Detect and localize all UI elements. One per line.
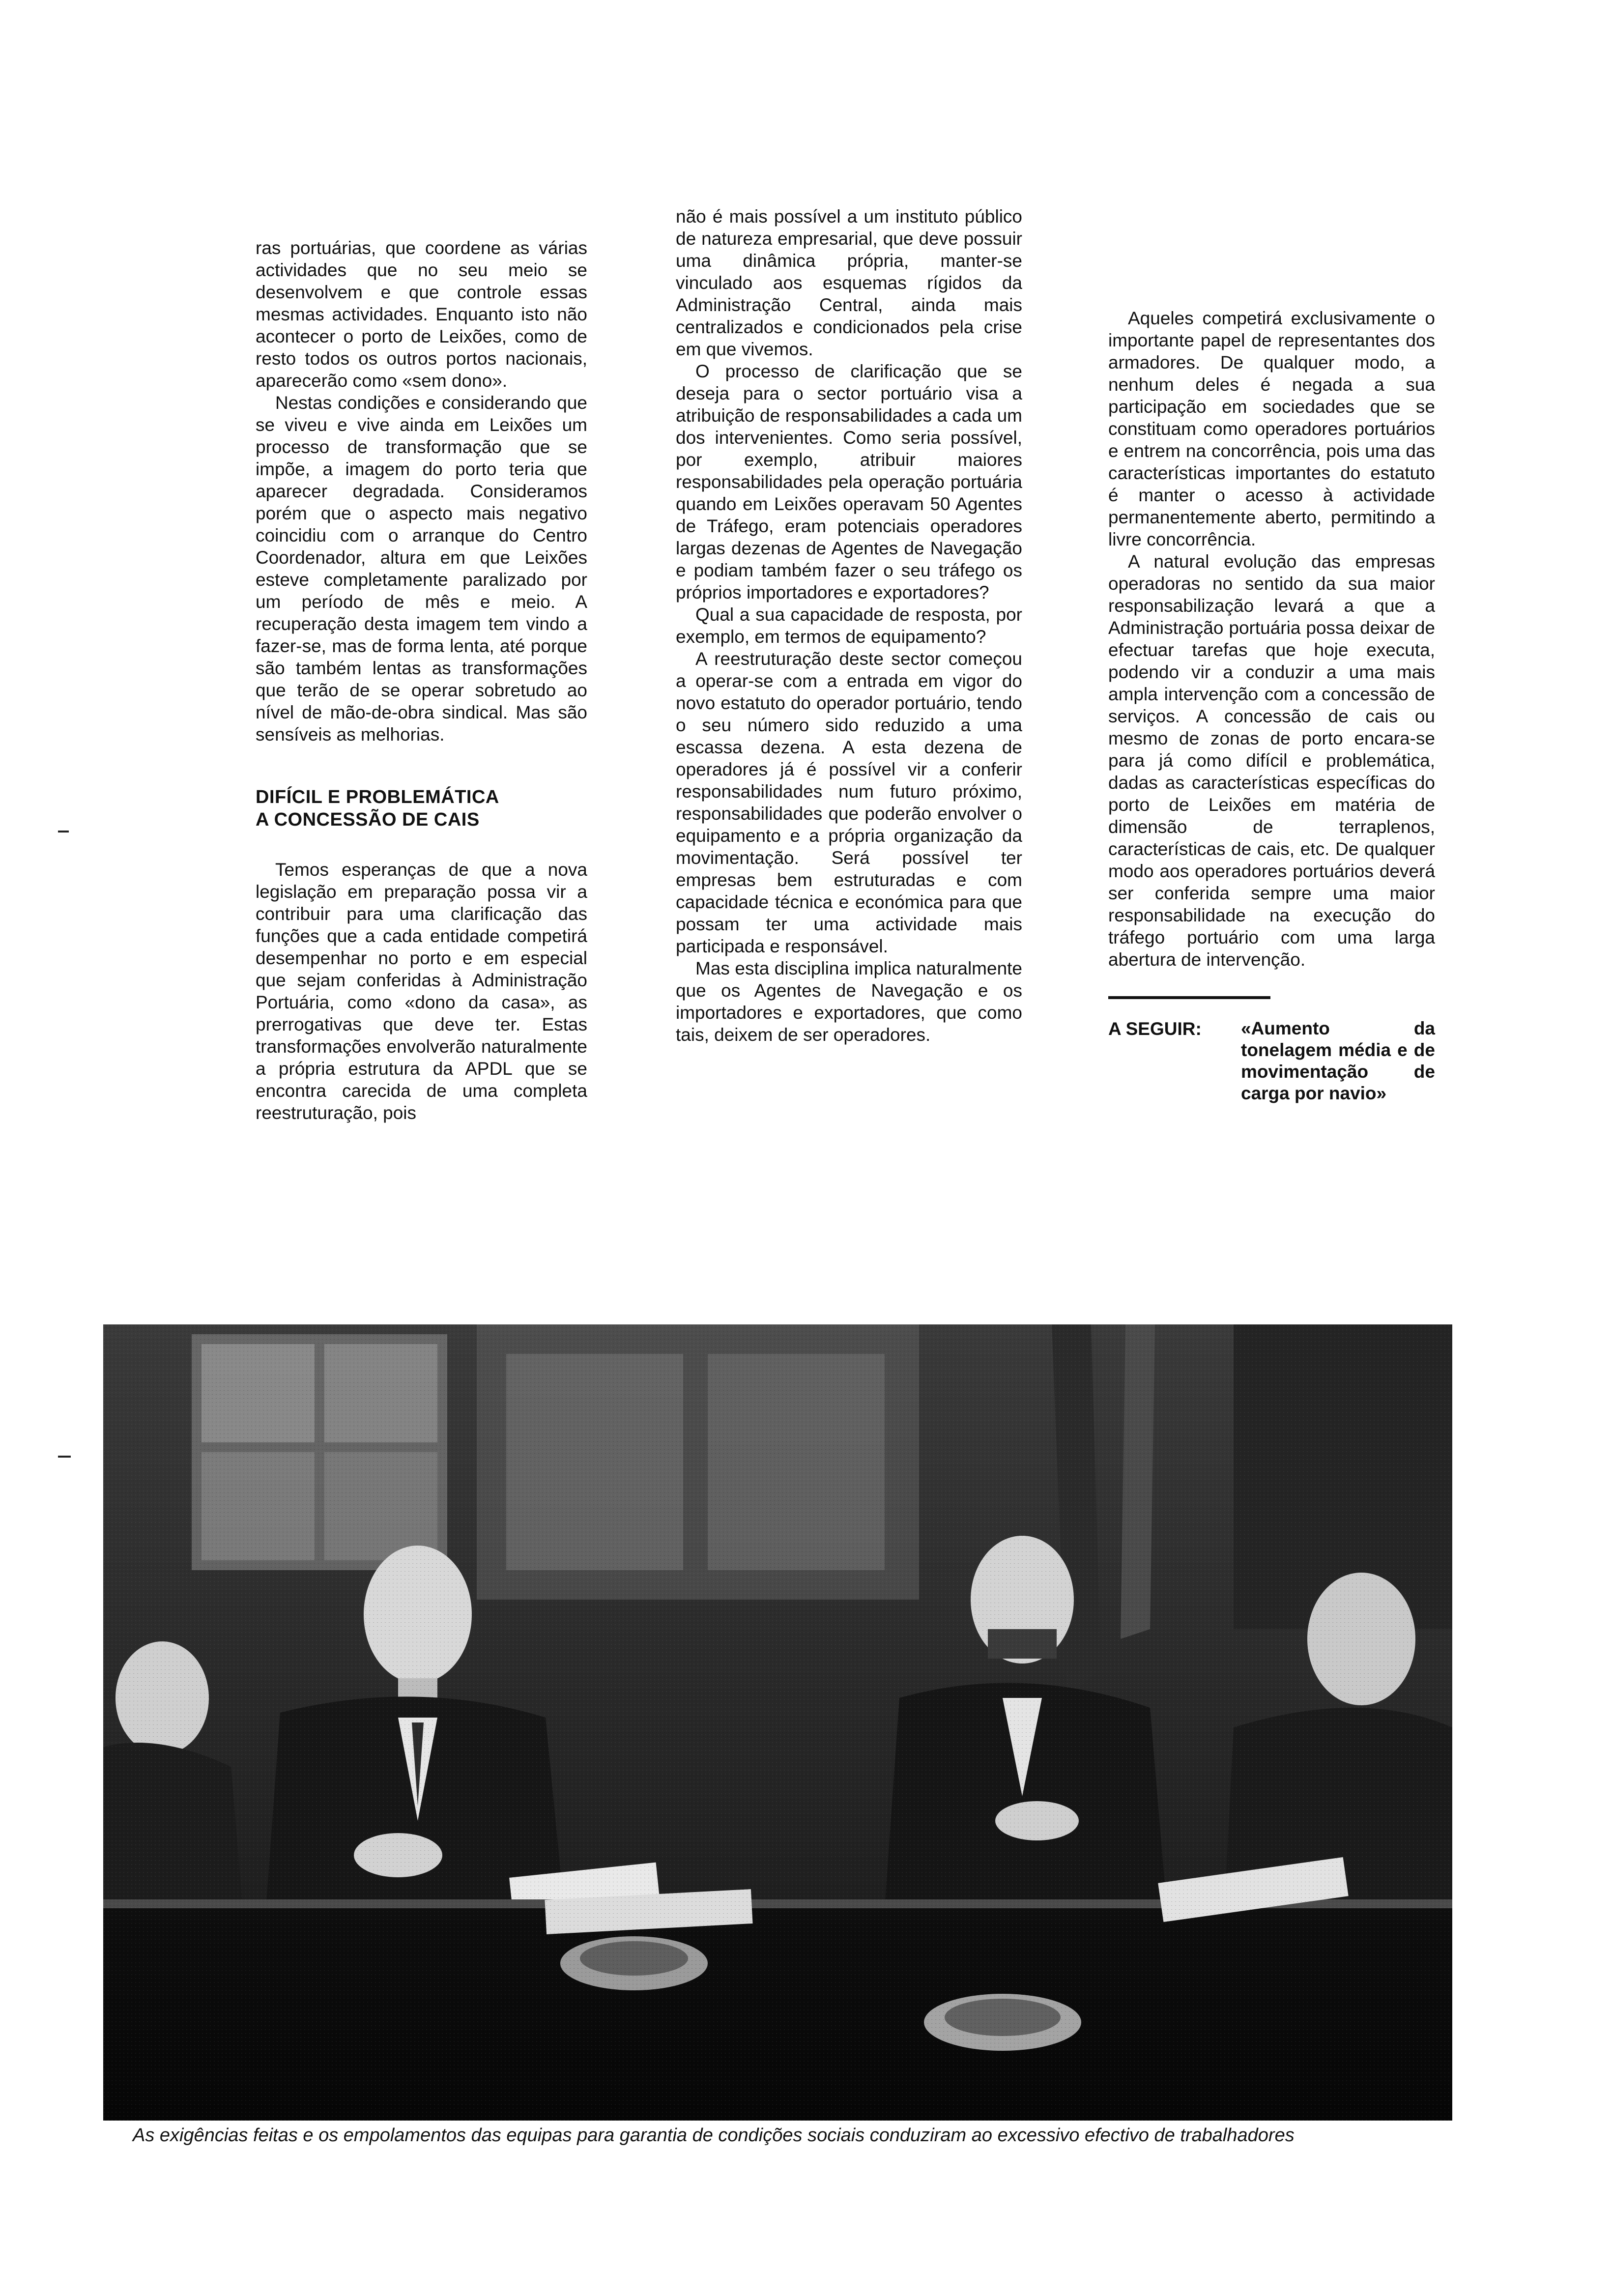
- paragraph: A natural evolução das empresas operadoras no sentido da sua maior responsabilização levará a que a Administração portuária possa deixar de efectuar tarefas que hoje executa, podendo vir a conduzir a uma mais ampla intervenção com a concessão de serviços. A concessão de cais ou mesmo de zonas de porto encara-se para já como difícil e problemática, dadas as características específicas do porto de Leixões em matéria de dimensão de terraplenos, características de cais, etc. De qualquer modo aos operadores portuários deverá ser conferida sempre uma maior responsabilidade na execução do tráfego portuário com uma larga abertura de intervenção.: [1108, 551, 1435, 970]
- paragraph: O processo de clarificação que se deseja para o sector portuário visa a atribuição de responsabilidades a cada um dos intervenientes. Como seria possível, por exemplo, atribuir maiores responsabilidades pela operação portuária quando em Leixões operavam 50 Agentes de Tráfego, eram potenciais operadores largas dezenas de Agentes de Navegação e podiam também fazer o seu tráfego os próprios importadores e exportadores?: [676, 361, 1022, 603]
- subheading-line: A CONCESSÃO DE CAIS: [256, 809, 480, 830]
- next-article-label: A SEGUIR:: [1108, 1019, 1202, 1039]
- paragraph: Qual a sua capacidade de resposta, por exemplo, em termos de equipamento?: [676, 604, 1022, 647]
- paragraph: Aqueles competirá exclusivamente o importante papel de representantes dos armadores. De qualquer modo, a nenhum deles é negada a sua participação em sociedades que se constituam como operadores portuários e entrem na concorrência, pois uma das características importantes do estatuto é manter o acesso à actividade permanentemente aberto, permitindo a livre concorrência.: [1108, 308, 1435, 549]
- next-article-teaser: [1108, 1018, 1435, 1104]
- meeting-photograph: [103, 1324, 1452, 2121]
- paragraph: não é mais possível a um instituto público de natureza empresarial, que deve possuir uma dinâmica própria, manter-se vinculado aos esquemas rígidos da Administração Central, ainda mais centralizados e condicionados pela crise em que vivemos.: [676, 206, 1022, 359]
- paragraph: A reestruturação deste sector começou a operar-se com a entrada em vigor do novo estatuto do operador portuário, tendo o seu número sido reduzido a uma escassa dezena. A esta dezena de operadores já é possível vir a conferir responsabilidades num futuro próximo, responsabilidades que poderão envolver o equipamento e a própria organização da movimentação. Será possível ter empresas bem estruturadas e com capacidade técnica e económica para que possam ter uma actividade mais participada e responsável.: [676, 649, 1022, 956]
- paragraph: ras portuárias, que coordene as várias actividades que no seu meio se desenvolvem e que controle essas mesmas actividades. Enquanto isto não acontecer o porto de Leixões, como de resto todos os outros portos nacionais, aparecerão como «sem dono».: [256, 238, 587, 391]
- section-subheading: [256, 786, 587, 831]
- article-column-3: [1108, 307, 1435, 1104]
- photo-illustration: [103, 1324, 1452, 2121]
- margin-mark: [58, 831, 69, 832]
- article-column-1: [256, 237, 587, 1124]
- divider-rule: [1108, 996, 1270, 999]
- subheading-line: DIFÍCIL E PROBLEMÁTICA: [256, 787, 499, 807]
- article-column-2: [676, 205, 1022, 1046]
- paragraph: Temos esperanças de que a nova legislação em preparação possa vir a contribuir para uma clarificação das funções que a cada entidade competirá desempenhar no porto e em especial que sejam conferidas à Administração Portuária, como «dono da casa», as prerrogativas que deve ter. Estas transformações envolverão naturalmente a própria estrutura da APDL que se encontra carecida de uma completa reestruturação, pois: [256, 860, 587, 1123]
- paragraph: Mas esta disciplina implica naturalmente que os Agentes de Navegação e os importadores e exportadores, que como tais, deixem de ser operadores.: [676, 958, 1022, 1045]
- photo-caption: As exigências feitas e os empolamentos das equipas para garantia de condições sociais conduziram ao excessivo efectivo de trabalhadores: [133, 2125, 1295, 2146]
- next-article-title: «Aumento da tonelagem média e de movimentação de carga por navio»: [1241, 1018, 1435, 1103]
- margin-mark: [58, 1456, 71, 1458]
- paragraph: Nestas condições e considerando que se viveu e vive ainda em Leixões um processo de transformação que se impõe, a imagem do porto teria que aparecer degradada. Consideramos porém que o aspecto mais negativo coincidiu com o arranque do Centro Coordenador, altura em que Leixões esteve completamente paralizado por um período de mês e meio. A recuperação desta imagem tem vindo a fazer-se, mas de forma lenta, até porque são também lentas as transformações que terão de se operar sobretudo ao nível de mão-de-obra sindical. Mas são sensíveis as melhorias.: [256, 393, 587, 745]
